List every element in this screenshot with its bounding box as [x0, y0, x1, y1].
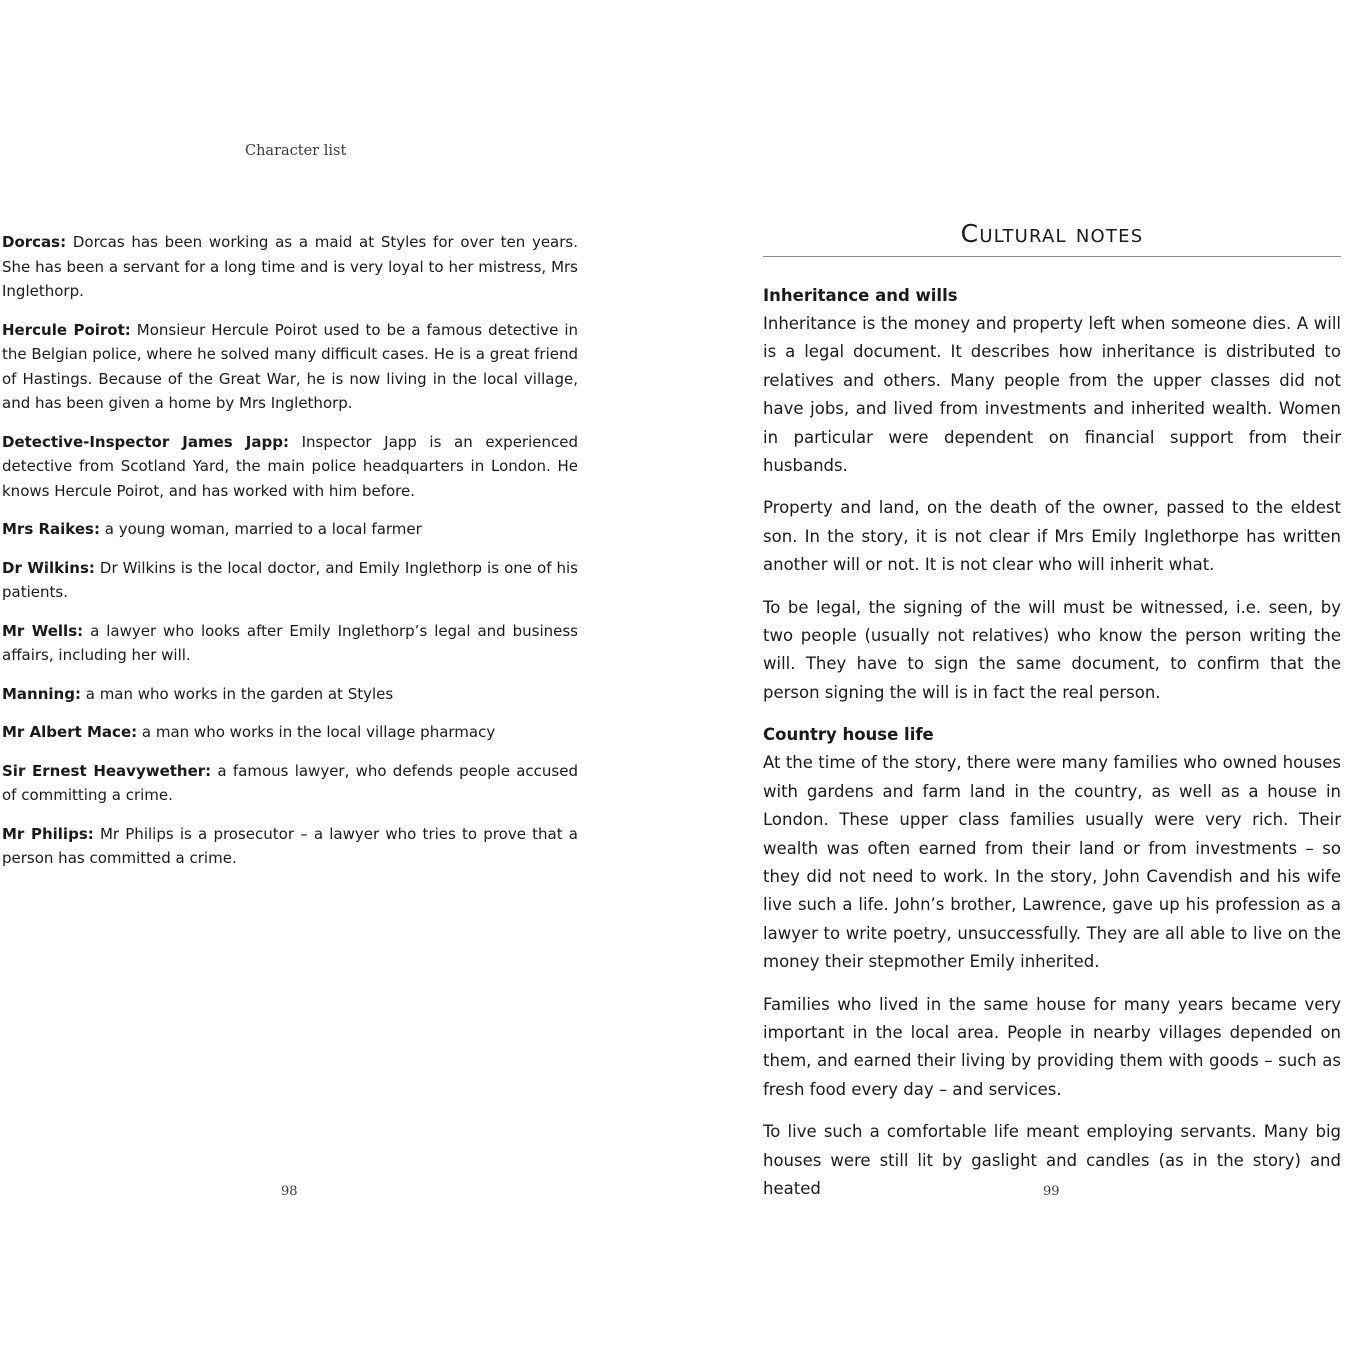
page-number: 99: [1043, 1184, 1060, 1199]
character-description: Monsieur Hercule Poirot used to be a famous detective in the Belgian police, where he solved many difficult cases. He is a great friend of Hastings. Because of the Great War, he is now living in the local village, and has been given a home by Mrs Inglethorp.: [2, 320, 579, 412]
character-name: Dr Wilkins:: [2, 558, 95, 577]
list-item: [2, 822, 578, 871]
right-page: [763, 0, 1341, 1345]
character-name: Mr Wells:: [2, 621, 84, 640]
left-page: [0, 0, 590, 1345]
character-description: Dr Wilkins is the local doctor, and Emily Inglethorp is one of his patients.: [2, 558, 578, 601]
character-description: Mr Philips is a prosecutor – a lawyer who tries to prove that a person has committed a crime.: [2, 824, 578, 867]
title-divider: [763, 256, 1341, 257]
character-description: a famous lawyer, who defends people accused of committing a crime.: [2, 761, 578, 804]
list-item: [2, 682, 578, 707]
list-item: [2, 759, 578, 808]
section-title: Cultural notes: [960, 219, 1144, 248]
paragraph: To live such a comfortable life meant employing servants. Many big houses were still lit by gaslight and candles (as in the story) and heated: [763, 1122, 1341, 1198]
character-name: Sir Ernest Heavywether:: [2, 761, 212, 780]
paragraph: To be legal, the signing of the will must be witnessed, i.e. seen, by two people (usually not relatives) who know the person writing the will. They have to sign the same document, to confirm that the person signing the will is in fact the real person.: [763, 597, 1341, 702]
cultural-notes: [763, 282, 1341, 1203]
character-name: Mr Albert Mace:: [2, 723, 138, 741]
character-description: a young woman, married to a local farmer: [99, 520, 422, 538]
character-description: Inspector Japp is an experienced detective from Scotland Yard, the main police headquarters in London. He knows Hercule Poirot, and has worked with him before.: [2, 432, 578, 500]
character-description: a man who works in the garden at Styles: [80, 684, 394, 703]
paragraph: Families who lived in the same house for many years became very important in the local area. People in nearby villages depended on them, and earned their living by providing them with goods – such as fresh food every day – and services.: [763, 994, 1341, 1099]
character-name: Manning:: [2, 684, 81, 703]
character-name: Detective-Inspector James Japp:: [2, 432, 289, 451]
running-head: Character list: [245, 143, 347, 159]
list-item: [2, 720, 578, 745]
subheading: Inheritance and wills: [763, 286, 958, 305]
list-item: [2, 430, 578, 504]
list-item: [2, 230, 578, 304]
paragraph: Property and land, on the death of the owner, passed to the eldest son. In the story, it is not clear if Mrs Emily Inglethorpe has written another will or not. It is not clear who will inherit what.: [763, 498, 1341, 575]
list-item: [2, 556, 578, 605]
subheading: Country house life: [763, 725, 934, 745]
character-list: [2, 230, 578, 885]
paragraph: At the time of the story, there were many families who owned houses with gardens and farm land in the country, as well as a house in London. These upper class families usually were very rich. Their wealth was often earned from their land or from investments – so they did not need to work. In the story, John Cavendish and his wife live such a life. John’s brother, Lawrence, gave up his profession as a lawyer to write poetry, unsuccessfully. They are all able to live on the money their stepmother Emily inherited.: [763, 753, 1341, 972]
character-name: Mrs Raikes:: [2, 520, 100, 538]
page-number: 98: [281, 1184, 298, 1199]
paragraph: Inheritance is the money and property left when someone dies. A will is a legal document. It describes how inheritance is distributed to relatives and others. Many people from the upper classes did not have jobs, and lived from investments and inherited wealth. Women in particular were dependent on financial support from their husbands.: [763, 314, 1341, 476]
character-name: Hercule Poirot:: [2, 320, 131, 339]
character-name: Mr Philips:: [2, 824, 94, 843]
list-item: [2, 318, 578, 416]
list-item: [2, 517, 578, 542]
character-description: Dorcas has been working as a maid at Styles for over ten years. She has been a servant for a long time and is very loyal to her mistress, Mrs Inglethorp.: [2, 233, 578, 300]
character-description: a man who works in the local village pharmacy: [137, 723, 496, 741]
character-description: a lawyer who looks after Emily Inglethorp’s legal and business affairs, including her will.: [2, 621, 578, 664]
list-item: [2, 619, 578, 668]
character-name: Dorcas:: [2, 233, 67, 251]
